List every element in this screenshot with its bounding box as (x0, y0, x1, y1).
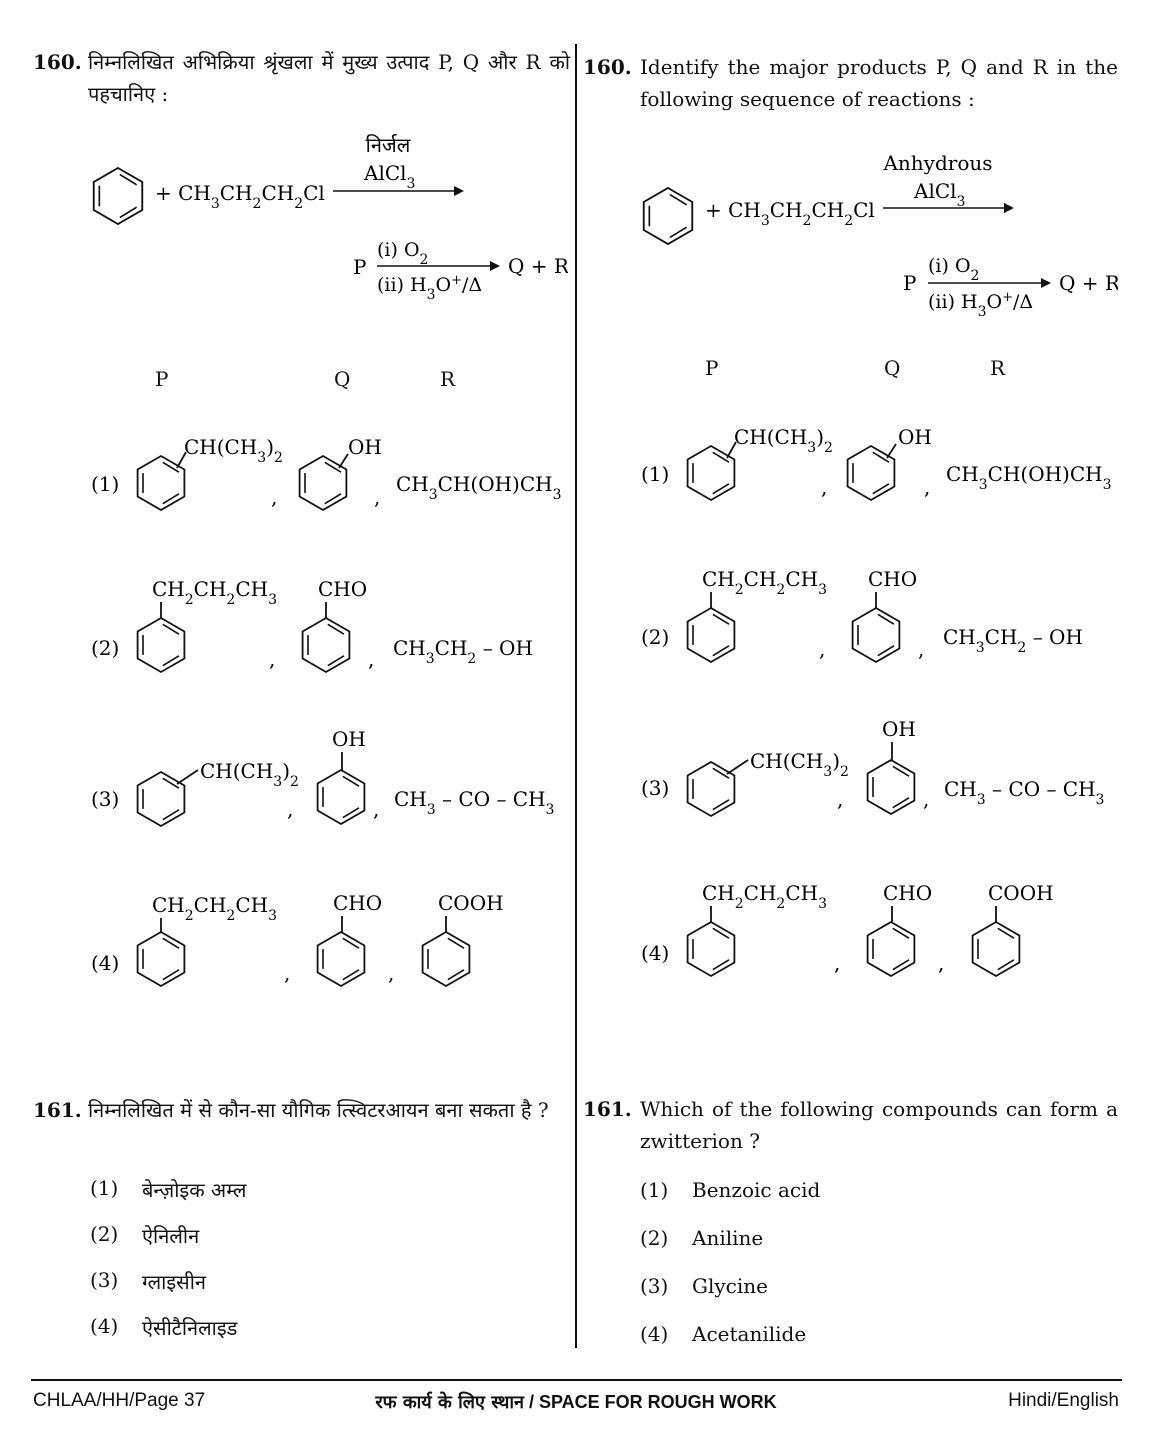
q161-option-1-english[interactable]: Benzoic acid (692, 1178, 821, 1202)
column-p-hindi: P (155, 367, 169, 391)
footer-page-code: CHLAA/HH/Page 37 (33, 1390, 206, 1411)
question-text-160-english: Identify the major products P, Q and R in the following sequence of reactions : (640, 55, 1118, 111)
svg-text:CH3CH2 – OH: $CH_3CH_2$ – OH (943, 625, 1083, 656)
q161-option-3-english[interactable]: Glycine (692, 1274, 768, 1298)
phenol-ring-icon (868, 760, 915, 814)
svg-text:,: , (388, 961, 395, 985)
svg-text:COOH: COOH (438, 891, 504, 915)
svg-text:CH3CH(OH)CH3: $CH_3CH(OH)CH_3$ (396, 472, 562, 503)
question-text-160-hindi: निम्नलिखित अभिक्रिया श्रृंखला में मुख्य उत्पाद P, Q और R को पहचानिए : (88, 50, 570, 106)
benzoic-acid-ring-icon (423, 932, 470, 986)
svg-text:CHO: CHO (318, 577, 368, 601)
option-3-english[interactable] (638, 712, 1120, 832)
q161-option-1-num-english: (1) (640, 1178, 669, 1202)
benzoic-acid-ring-icon (973, 922, 1020, 976)
question-text-161-english: Which of the following compounds can form a zwitterion ? (640, 1097, 1118, 1153)
q161-option-2-num-english: (2) (640, 1226, 669, 1250)
svg-text:CH(CH3)2: $CH(CH_3)_2$ (184, 435, 283, 466)
benzene-ring-icon (688, 762, 735, 816)
svg-text:CH2CH2CH3: $CH_2CH_2CH_3$ (702, 567, 828, 598)
benzene-ring-icon (138, 932, 185, 986)
svg-text:,: , (284, 961, 291, 985)
q161-option-1-hindi[interactable]: बेन्ज़ोइक अम्ल (142, 1178, 247, 1202)
svg-text:(4): (4) (641, 941, 670, 965)
svg-text:CHO: CHO (883, 881, 933, 905)
svg-text:CHO: CHO (333, 891, 383, 915)
svg-text:,: , (924, 475, 931, 499)
option-2-hindi[interactable] (88, 570, 570, 690)
q161-option-2-english[interactable]: Aniline (692, 1226, 764, 1250)
phenol-ring-icon (318, 770, 365, 824)
svg-text:CH3 – CO – CH3: $CH_3$ – CO – $CH_3$ (394, 787, 555, 818)
step2-reagent-2: (ii) $H_3O^+/\Delta$ (377, 272, 483, 303)
reactant-text: + $CH_3CH_2CH_2Cl$ (705, 198, 875, 229)
footer-language: Hindi/English (1008, 1390, 1119, 1411)
step2-reagent-1: (i) $O_2$ (377, 239, 429, 268)
question-number-160-english: 160. (583, 55, 632, 79)
question-text-161-hindi: निम्नलिखित में से कौन-सा यौगिक त्स्विटरआयन बना सकता है ? (88, 1098, 549, 1122)
phenol-ring-icon (848, 446, 895, 500)
svg-text:(1): (1) (91, 472, 120, 496)
benzene-ring-icon (138, 618, 185, 672)
reagent-text: AlCl$_3$ (364, 161, 416, 192)
svg-text:,: , (938, 951, 945, 975)
option-4-english[interactable] (638, 876, 1120, 996)
svg-text:CH(CH3)2: $CH(CH_3)_2$ (734, 425, 833, 456)
svg-text:(1): (1) (641, 462, 670, 486)
svg-text:(3): (3) (641, 776, 670, 800)
option-3-hindi[interactable] (88, 722, 570, 842)
benzene-ring-icon (94, 168, 143, 224)
condition-label: Anhydrous (883, 151, 993, 175)
svg-text:OH: OH (882, 717, 916, 741)
svg-text:,: , (918, 637, 925, 661)
q161-option-2-hindi[interactable]: ऐनिलीन (142, 1224, 200, 1248)
svg-text:CH3CH(OH)CH3: $CH_3CH(OH)CH_3$ (946, 462, 1112, 493)
q161-option-3-num-english: (3) (640, 1274, 669, 1298)
reaction-start: P (353, 255, 367, 279)
column-p-english: P (705, 356, 719, 380)
question-number-161-english: 161. (583, 1097, 632, 1121)
column-q-english: Q (884, 356, 901, 380)
svg-text:,: , (373, 797, 380, 821)
reactant-text: + $CH_3CH_2CH_2Cl$ (155, 181, 325, 212)
step2-reagent-2: (ii) $H_3O^+/\Delta$ (928, 289, 1034, 320)
reaction-scheme-english (638, 148, 1118, 328)
svg-text:,: , (834, 951, 841, 975)
q161-option-1-num-hindi: (1) (90, 1176, 119, 1200)
reaction-scheme-hindi (88, 128, 568, 318)
svg-text:,: , (821, 475, 828, 499)
column-r-hindi: R (440, 367, 456, 391)
svg-text:,: , (368, 647, 375, 671)
option-4-hindi[interactable] (88, 886, 570, 1006)
column-r-english: R (990, 356, 1006, 380)
reaction-products: Q + R (508, 254, 568, 278)
benzaldehyde-ring-icon (318, 932, 365, 986)
svg-text:(4): (4) (91, 951, 120, 975)
svg-text:,: , (287, 797, 294, 821)
option-1-hindi[interactable] (88, 430, 570, 540)
benzaldehyde-ring-icon (303, 618, 350, 672)
q161-option-4-num-hindi: (4) (90, 1314, 119, 1338)
svg-text:CH2CH2CH3: $CH_2CH_2CH_3$ (152, 577, 278, 608)
footer-rough-work (0, 1390, 1152, 1414)
phenol-ring-icon (300, 456, 347, 510)
svg-text:CH(CH3)2: $CH(CH_3)_2$ (200, 759, 299, 790)
column-q-hindi: Q (334, 367, 351, 391)
q161-option-4-hindi[interactable]: ऐसीटैनिलाइड (142, 1316, 238, 1340)
svg-text:OH: OH (348, 435, 382, 459)
option-2-english[interactable] (638, 560, 1120, 680)
benzene-ring-icon (688, 922, 735, 976)
reaction-start: P (903, 271, 917, 295)
svg-text:,: , (374, 485, 381, 509)
q161-option-4-english[interactable]: Acetanilide (692, 1322, 807, 1346)
benzene-ring-icon (138, 456, 185, 510)
svg-text:,: , (837, 787, 844, 811)
svg-text:(2): (2) (641, 625, 670, 649)
q161-option-3-hindi[interactable]: ग्लाइसीन (142, 1270, 206, 1294)
svg-text:CH2CH2CH3: $CH_2CH_2CH_3$ (152, 893, 278, 924)
svg-text:,: , (923, 787, 930, 811)
benzene-ring-icon (138, 772, 185, 826)
footer-rule (31, 1379, 1122, 1381)
q161-option-3-num-hindi: (3) (90, 1268, 119, 1292)
benzene-ring-icon (688, 446, 735, 500)
svg-text:(2): (2) (91, 636, 120, 660)
svg-text:OH: OH (898, 425, 932, 449)
svg-text:CHO: CHO (868, 567, 918, 591)
svg-text:CH3 – CO – CH3: $CH_3$ – CO – $CH_3$ (944, 777, 1105, 808)
option-1-english[interactable] (638, 420, 1120, 530)
svg-text:,: , (819, 637, 826, 661)
svg-text:,: , (271, 485, 278, 509)
reaction-products: Q + R (1059, 271, 1118, 295)
svg-text:COOH: COOH (988, 881, 1054, 905)
svg-text:CH(CH3)2: $CH(CH_3)_2$ (750, 749, 849, 780)
condition-label: निर्जल (365, 133, 411, 157)
benzaldehyde-ring-icon (868, 922, 915, 976)
svg-text:OH: OH (332, 727, 366, 751)
footer-separator: / (523, 1392, 539, 1412)
svg-text:,: , (269, 647, 276, 671)
footer-rough-work-english: SPACE FOR ROUGH WORK (539, 1392, 777, 1412)
svg-text:CH3CH2 – OH: $CH_3CH_2$ – OH (393, 636, 533, 667)
benzene-ring-icon (688, 608, 735, 662)
question-number-160-hindi: 160. (33, 50, 82, 74)
step2-reagent-1: (i) $O_2$ (928, 255, 980, 284)
benzene-ring-icon (644, 188, 693, 244)
svg-text:(3): (3) (91, 787, 120, 811)
q161-option-4-num-english: (4) (640, 1322, 669, 1346)
svg-text:CH2CH2CH3: $CH_2CH_2CH_3$ (702, 881, 828, 912)
footer-rough-work-hindi: रफ कार्य के लिए स्थान (375, 1392, 524, 1413)
reagent-text: AlCl$_3$ (914, 179, 966, 210)
benzaldehyde-ring-icon (853, 608, 900, 662)
question-number-161-hindi: 161. (33, 1098, 82, 1122)
column-divider (575, 44, 577, 1348)
q161-option-2-num-hindi: (2) (90, 1222, 119, 1246)
